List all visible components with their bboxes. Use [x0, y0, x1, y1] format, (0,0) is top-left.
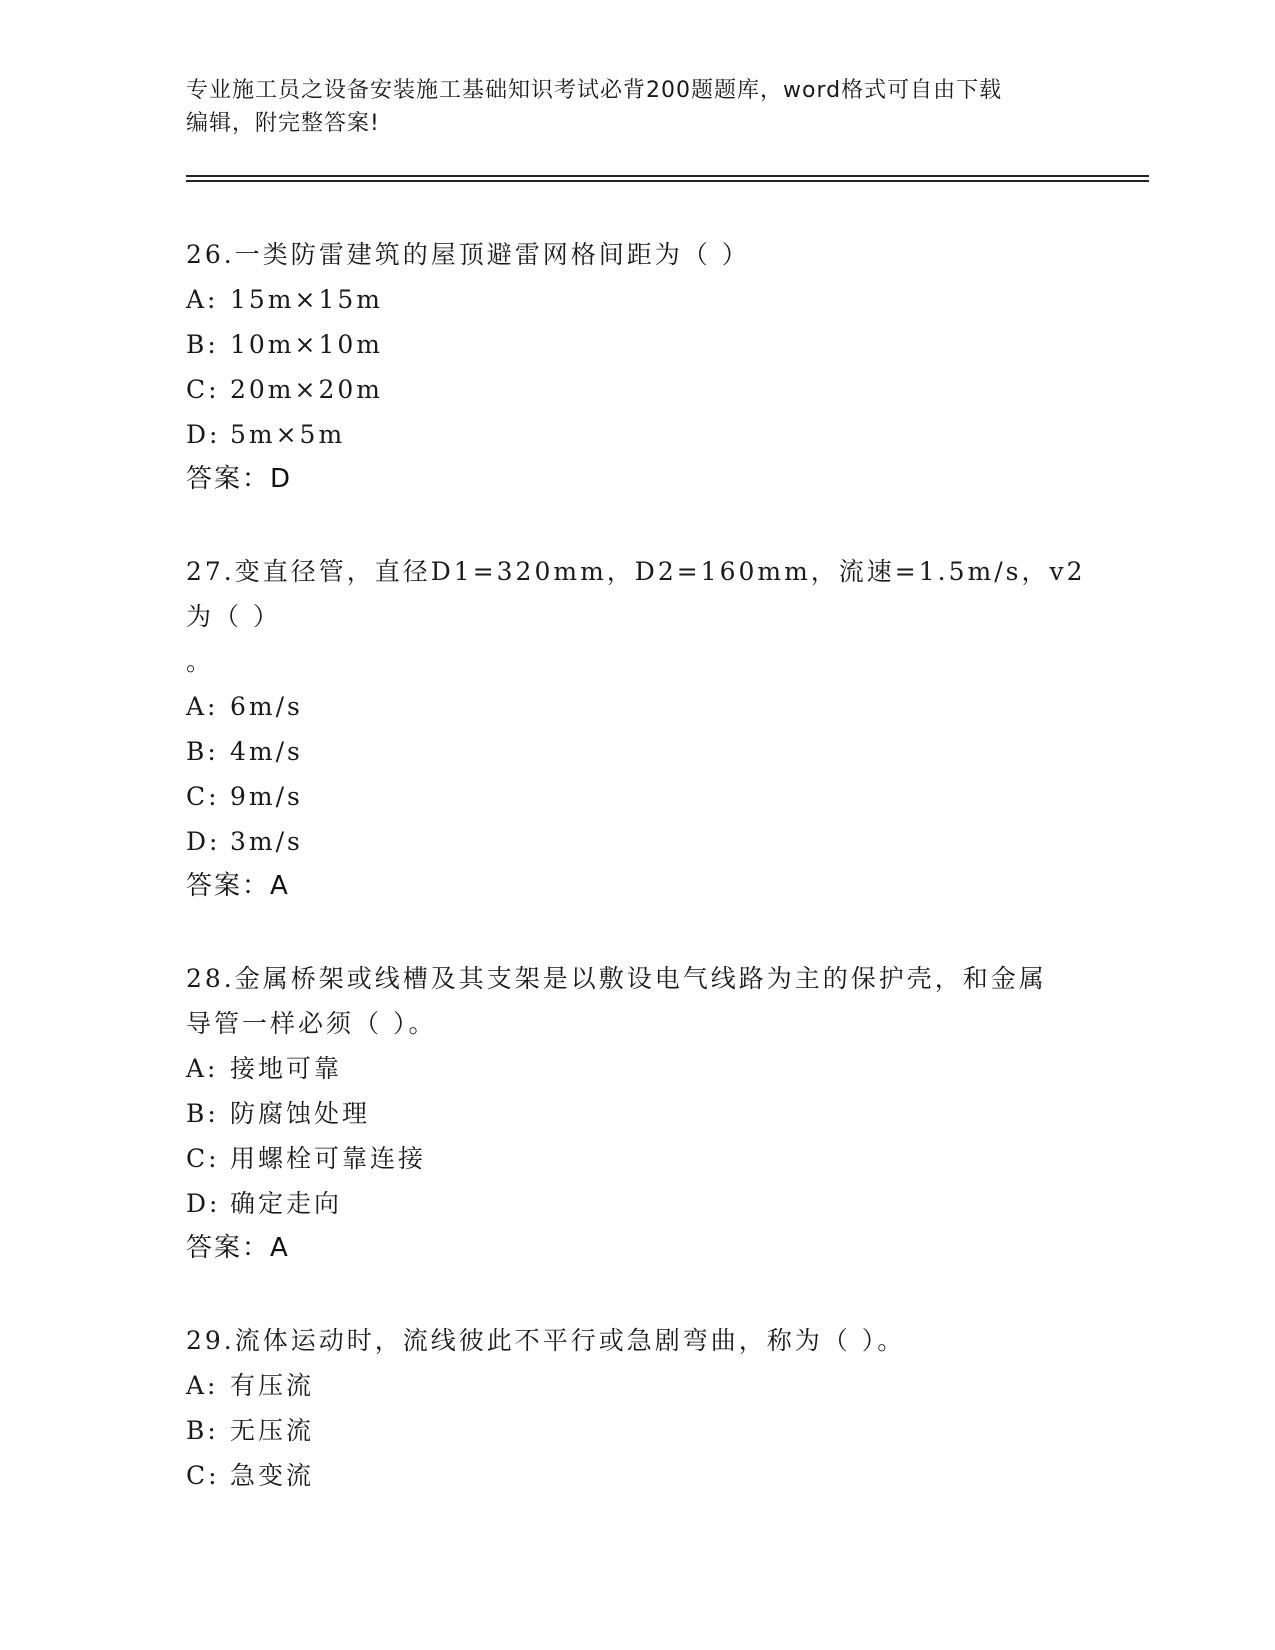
option-text: 用螺栓可靠连接 [230, 1144, 427, 1173]
option-text: 有压流 [230, 1371, 315, 1400]
question-title-line: 29.流体运动时，流线彼此不平行或急剧弯曲，称为（ ）。 [186, 1326, 906, 1355]
option-letter: A: [186, 1371, 219, 1400]
header-divider-top [186, 175, 1149, 177]
option-item [186, 277, 1086, 322]
question-block [186, 1318, 1086, 1498]
option-text: 20m×20m [230, 375, 383, 404]
option-item [186, 1136, 1086, 1181]
document-header [186, 74, 1066, 140]
option-letter: D: [186, 827, 221, 856]
option-letter: D: [186, 1189, 221, 1218]
option-letter: A: [186, 692, 219, 721]
option-text: 急变流 [230, 1461, 315, 1490]
option-text: 3m/s [230, 827, 303, 856]
option-text: 10m×10m [230, 330, 383, 359]
option-text: 9m/s [230, 782, 303, 811]
option-letter: C: [186, 1144, 220, 1173]
option-text: 无压流 [230, 1416, 315, 1445]
option-item [186, 1453, 1086, 1498]
option-item [186, 1046, 1086, 1091]
option-text: 6m/s [230, 692, 303, 721]
question-block [186, 956, 1086, 1270]
option-letter: D: [186, 420, 221, 449]
question-title-line: 。 [186, 647, 215, 676]
question-title-line: 26.一类防雷建筑的屋顶避雷网格间距为（ ） [186, 240, 750, 269]
option-item [186, 684, 1086, 729]
option-item [186, 367, 1086, 412]
question-block [186, 549, 1086, 908]
option-text: 确定走向 [230, 1189, 343, 1218]
answer-line: 答案：A [186, 1233, 290, 1263]
option-letter: C: [186, 782, 220, 811]
header-divider-bottom [186, 180, 1149, 182]
answer-line: 答案：A [186, 871, 290, 901]
option-text: 接地可靠 [230, 1054, 343, 1083]
question-title-line: 导管一样必须（ ）。 [186, 1009, 437, 1038]
option-item [186, 1408, 1086, 1453]
option-letter: B: [186, 1099, 219, 1128]
option-letter: B: [186, 1416, 219, 1445]
option-item [186, 729, 1086, 774]
option-letter: B: [186, 330, 219, 359]
option-item [186, 1091, 1086, 1136]
option-item [186, 819, 1086, 864]
option-item [186, 1181, 1086, 1226]
option-letter: A: [186, 285, 219, 314]
option-text: 防腐蚀处理 [230, 1099, 371, 1128]
option-text: 4m/s [230, 737, 303, 766]
question-block [186, 232, 1086, 501]
answer-line: 答案：D [186, 464, 293, 494]
question-title-line: 28.金属桥架或线槽及其支架是以敷设电气线路为主的保护壳，和金属 [186, 964, 1047, 993]
option-letter: B: [186, 737, 219, 766]
header-line-1: 专业施工员之设备安装施工基础知识考试必背200题题库，word格式可自由下载 [186, 78, 1003, 103]
option-letter: C: [186, 375, 220, 404]
question-list [186, 232, 1086, 1546]
option-letter: C: [186, 1461, 220, 1490]
option-text: 15m×15m [230, 285, 383, 314]
option-item [186, 412, 1086, 457]
option-item [186, 1363, 1086, 1408]
question-title-line: 27.变直径管，直径D1=320mm，D2=160mm，流速=1.5m/s，v2为（ ） [186, 557, 1086, 631]
option-letter: A: [186, 1054, 219, 1083]
option-text: 5m×5m [230, 420, 346, 449]
option-item [186, 322, 1086, 367]
header-line-2: 编辑，附完整答案! [186, 111, 380, 136]
option-item [186, 774, 1086, 819]
